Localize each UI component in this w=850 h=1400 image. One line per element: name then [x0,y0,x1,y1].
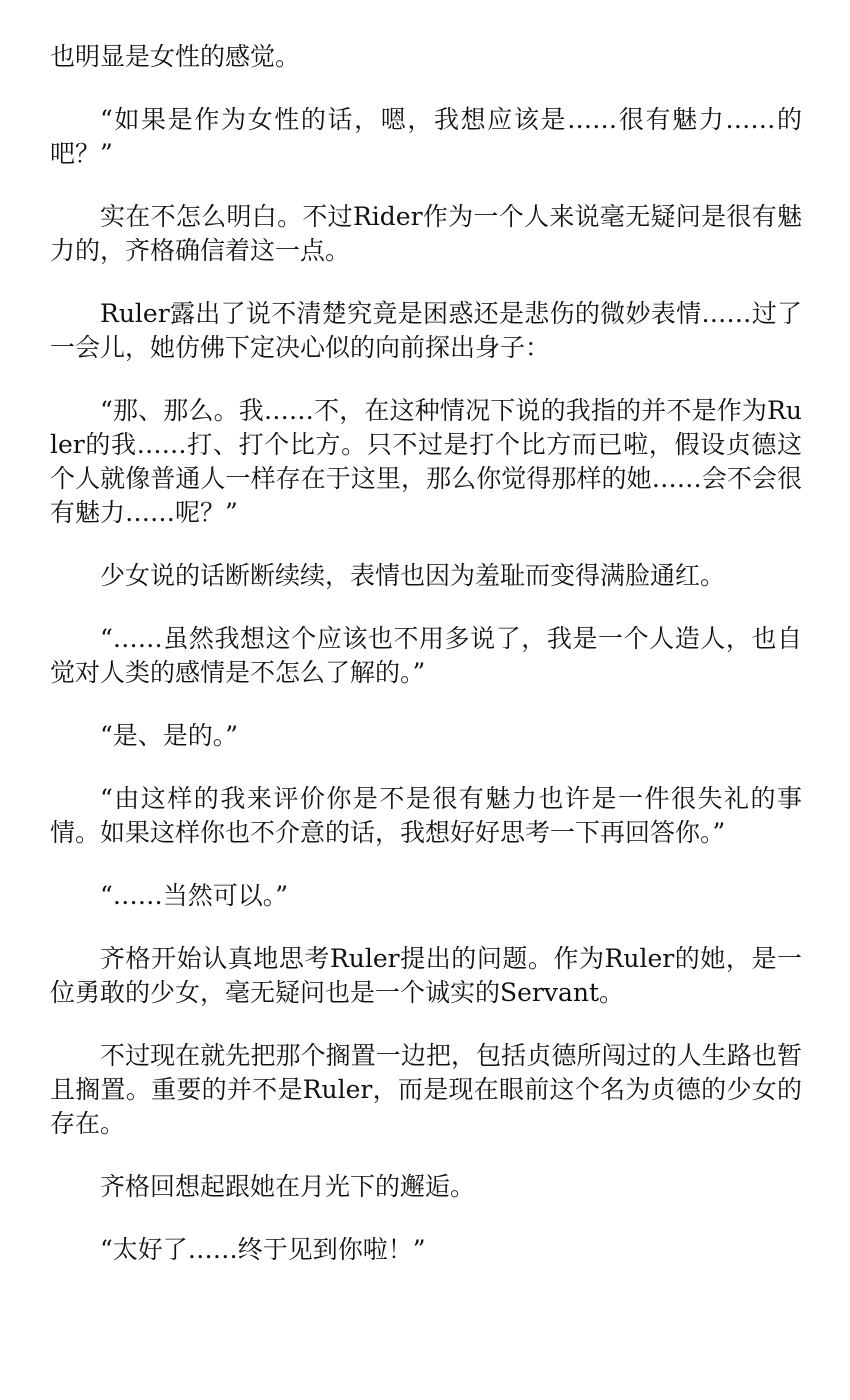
paragraph-4: Ruler露出了说不清楚究竟是困惑还是悲伤的微妙表情……过了一会儿，她仿佛下定决心似的向前探出身子： [50,299,802,362]
paragraph-6: 少女说的话断断续续，表情也因为羞耻而变得满脸通红。 [100,561,726,590]
paragraph-9: “由这样的我来评价你是不是很有魅力也许是一件很失礼的事情。如果这样你也不介意的话，我想好好思考一下再回答你。” [50,784,802,847]
paragraph-1: 也明显是女性的感觉。 [50,42,301,71]
paragraph-5: “那、那么。我……不，在这种情况下说的我指的并不是作为Ruler的我……打、打个比方。只不过是打个比方而已啦，假设贞德这个人就像普通人一样存在于这里，那么你觉得那样的她……会不会很有魅力……呢？” [50,396,802,527]
paragraph-13: 齐格回想起跟她在月光下的邂逅。 [100,1172,476,1201]
paragraph-8: “是、是的。” [100,721,239,750]
paragraph-2: “如果是作为女性的话，嗯，我想应该是……很有魅力……的吧？” [50,105,802,168]
paragraph-14: “太好了……终于见到你啦！” [100,1235,426,1264]
paragraph-3: 实在不怎么明白。不过Rider作为一个人来说毫无疑问是很有魅力的，齐格确信着这一点。 [50,202,802,265]
paragraph-11: 齐格开始认真地思考Ruler提出的问题。作为Ruler的她，是一位勇敢的少女，毫无疑问也是一个诚实的Servant。 [50,944,802,1007]
paragraph-12: 不过现在就先把那个搁置一边把，包括贞德所闯过的人生路也暂且搁置。重要的并不是Ruler，而是现在眼前这个名为贞德的少女的存在。 [50,1041,802,1138]
paragraph-7: “……虽然我想这个应该也不用多说了，我是一个人造人，也自觉对人类的感情是不怎么了解的。” [50,624,802,687]
paragraph-10: “……当然可以。” [100,881,289,910]
document-page [50,40,802,1296]
